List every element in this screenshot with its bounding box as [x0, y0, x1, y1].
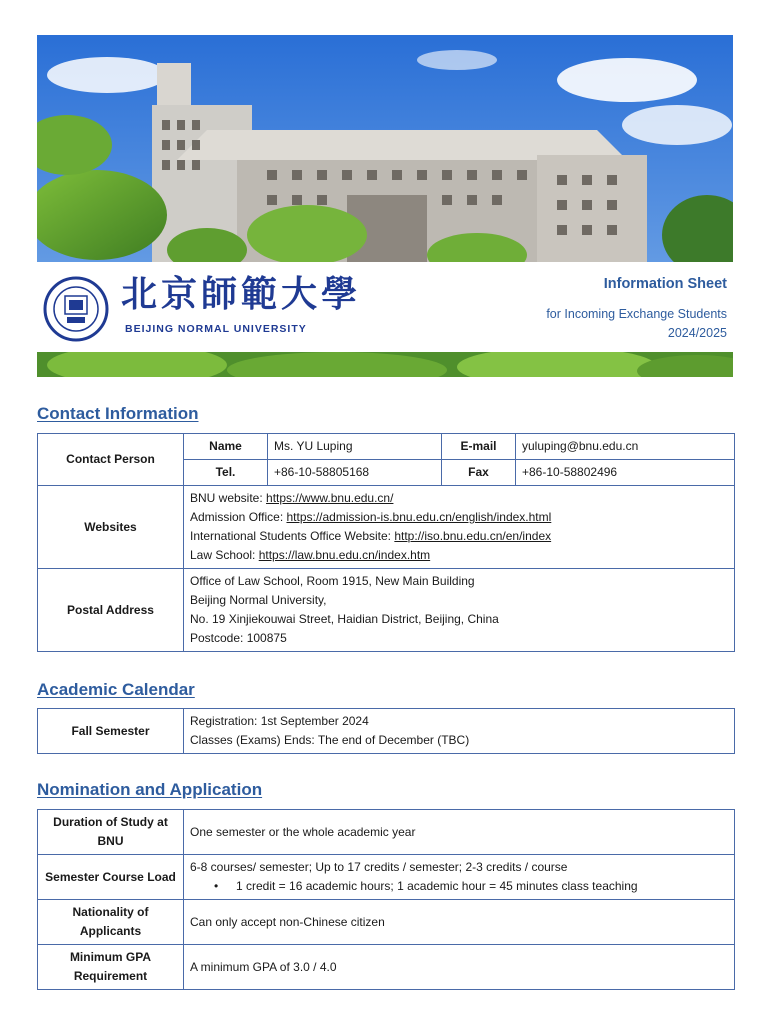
subtitle-line: for Incoming Exchange Students [546, 307, 727, 321]
postal-address-value [184, 569, 735, 652]
address-line: No. 19 Xinjiekouwai Street, Haidian District, Beijing, China [190, 612, 499, 626]
address-line: Beijing Normal University, [190, 593, 327, 607]
website-item [190, 546, 728, 565]
credit-definition-bullet [190, 877, 728, 896]
gpa-label: Minimum GPA Requirement [38, 945, 184, 990]
websites-label: Websites [38, 486, 184, 569]
website-item [190, 527, 728, 546]
nationality-label: Nationality of Applicants [38, 900, 184, 945]
document-subtitle [546, 305, 727, 343]
academic-year: 2024/2025 [667, 326, 727, 340]
website-prefix: Law School: [190, 548, 259, 562]
email-label: E-mail [442, 434, 516, 460]
contact-person-label: Contact Person [38, 434, 184, 486]
fax-value: +86-10-58802496 [516, 460, 735, 486]
university-name-chinese: 北京師範大學 [121, 273, 362, 315]
course-load-label: Semester Course Load [38, 855, 184, 900]
classes-end-date: Classes (Exams) Ends: The end of December (TBC) [190, 733, 470, 747]
bullet-icon: • [214, 879, 219, 893]
table-row [38, 855, 735, 900]
table-row [38, 434, 735, 460]
duration-value: One semester or the whole academic year [184, 810, 735, 855]
registration-date: Registration: 1st September 2024 [190, 714, 369, 728]
header-banner [37, 262, 733, 352]
websites-list [184, 486, 735, 569]
table-row [38, 709, 735, 754]
fall-semester-value [184, 709, 735, 754]
table-row [38, 486, 735, 569]
law-school-link[interactable]: https://law.bnu.edu.cn/index.htm [258, 548, 431, 562]
address-line: Postcode: 100875 [190, 631, 287, 645]
bnu-website-link[interactable]: https://www.bnu.edu.cn/ [266, 491, 394, 505]
course-load-text: 6-8 courses/ semester; Up to 17 credits / semester; 2-3 credits / course [190, 860, 568, 874]
name-value: Ms. YU Luping [268, 434, 442, 460]
gpa-value: A minimum GPA of 3.0 / 4.0 [184, 945, 735, 990]
table-row [38, 810, 735, 855]
website-prefix: BNU website: [190, 491, 267, 505]
duration-label: Duration of Study at BNU [38, 810, 184, 855]
document-title: Information Sheet [603, 276, 727, 292]
fall-semester-label: Fall Semester [38, 709, 184, 754]
section-title-contact: Contact Information [37, 404, 199, 423]
website-prefix: Admission Office: [190, 510, 287, 524]
address-line: Office of Law School, Room 1915, New Main Building [190, 574, 475, 588]
university-seal-logo [43, 276, 109, 342]
email-value: yuluping@bnu.edu.cn [516, 434, 735, 460]
section-title-calendar: Academic Calendar [37, 680, 195, 699]
table-row [38, 945, 735, 990]
postal-address-label: Postal Address [38, 569, 184, 652]
tel-value: +86-10-58805168 [268, 460, 442, 486]
tel-label: Tel. [184, 460, 268, 486]
section-title-nomination: Nomination and Application [37, 780, 263, 799]
website-prefix: International Students Office Website: [190, 529, 395, 543]
nomination-table [37, 809, 735, 990]
admission-office-link[interactable]: https://admission-is.bnu.edu.cn/english/index.html [286, 510, 552, 524]
website-item [190, 508, 728, 527]
course-load-value [184, 855, 735, 900]
iso-website-link[interactable]: http://iso.bnu.edu.cn/en/index [394, 529, 552, 543]
name-label: Name [184, 434, 268, 460]
fax-label: Fax [442, 460, 516, 486]
university-name-english: BEIJING NORMAL UNIVERSITY [125, 323, 307, 335]
table-row [38, 569, 735, 652]
table-row [38, 900, 735, 945]
nationality-value: Can only accept non-Chinese citizen [184, 900, 735, 945]
website-item [190, 489, 728, 508]
contact-table [37, 433, 735, 652]
credit-definition-text: 1 credit = 16 academic hours; 1 academic hour = 45 minutes class teaching [236, 879, 638, 893]
calendar-table [37, 708, 735, 754]
